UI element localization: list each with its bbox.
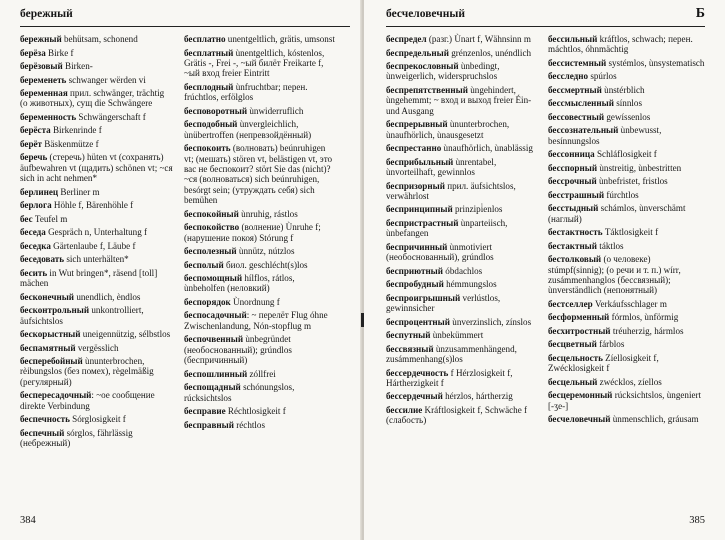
entry-headword: беспрерывный — [386, 119, 448, 130]
entry-translation: óbdachlos — [443, 265, 483, 276]
entry-translation: Verkáufsschlager m — [592, 298, 667, 309]
entry-translation: f Hérzlosigkeit f, Hártherzigkeit f — [386, 367, 513, 388]
entry-headword: бескорыстный — [20, 329, 81, 340]
entry-translation: zóllfrei — [247, 368, 276, 379]
dictionary-entry — [548, 390, 706, 411]
dictionary-entry — [184, 420, 336, 430]
entry-translation: behütsam, schonend — [61, 34, 138, 44]
dictionary-entry — [184, 334, 336, 365]
dictionary-entry — [548, 227, 706, 237]
dictionary-entry — [548, 176, 706, 186]
entry-translation: fórmlos, ùnförmig — [609, 312, 679, 323]
entry-translation: Birke f — [45, 47, 74, 58]
entry-translation: schámlos, ùnverschämt (наглый) — [548, 203, 686, 224]
dictionary-entry — [548, 58, 706, 68]
entry-translation: ùnbefristet, fristlos — [596, 176, 668, 187]
dictionary-entry — [184, 82, 336, 103]
entry-headword: беременность — [20, 111, 77, 122]
dictionary-entry — [386, 48, 536, 58]
entry-translation: systémlos, ùnsystematisch — [606, 57, 705, 68]
entry-headword: бесплатный — [184, 47, 234, 58]
entry-translation: ùnbegründet (необоснованный); grúndlos (беспричинный) — [184, 334, 292, 366]
right-page-number: 385 — [689, 515, 705, 526]
entry-headword: бесстрашный — [548, 189, 605, 200]
dictionary-entry — [184, 222, 336, 243]
entry-headword: бесхитростный — [548, 325, 611, 336]
dictionary-entry — [386, 344, 536, 365]
entry-headword: бессвязный — [386, 343, 434, 354]
entry-translation: fúrchtlos — [604, 189, 639, 200]
dictionary-entry — [20, 390, 174, 411]
entry-headword: берёза — [20, 47, 46, 58]
dictionary-entry — [386, 405, 536, 426]
entry-headword: бессмысленный — [548, 98, 614, 109]
dictionary-entry — [184, 369, 336, 379]
dictionary-entry — [386, 157, 536, 178]
entry-headword: беспрепятственный — [386, 84, 468, 95]
entry-translation: Teufel m — [32, 213, 68, 224]
dictionary-entry — [20, 187, 174, 197]
entry-translation: ùnaufhörlich, ùnablässig — [441, 143, 533, 154]
entry-headword: беспрестанно — [386, 143, 442, 154]
entry-headword: беспомощный — [184, 273, 243, 284]
entry-headword: беспорядок — [184, 296, 231, 307]
entry-translation: (волновать) beúnruhigen vt; (мешать) stören vt, belästigen vt, это вас не беспокоит? stört Sie das (nicht)? ~ся (волноваться) sich beúnruhigen, besórgt sein; (утруждать себя) sich bemühen — [184, 143, 333, 206]
entry-headword: беседовать — [20, 254, 65, 265]
entry-headword: беседа — [20, 227, 46, 238]
dictionary-entry — [548, 85, 706, 95]
right-column-2 — [548, 34, 706, 428]
entry-headword: бессердечный — [386, 391, 443, 402]
entry-translation: Höhle f, Bärenhöhle f — [51, 200, 134, 211]
entry-translation: ùnbewusst, besínnungslos — [548, 125, 662, 146]
entry-headword: бестолковый — [548, 254, 602, 265]
entry-translation: Birken- — [62, 61, 93, 71]
entry-headword: беспамятный — [20, 342, 76, 353]
entry-translation: ùnstérblich — [601, 84, 645, 95]
dictionary-entry — [548, 98, 706, 108]
dictionary-entry — [20, 200, 174, 210]
entry-translation: Bäskenmütze f — [42, 138, 99, 149]
entry-headword: беспредел — [386, 34, 427, 44]
entry-translation: Sórglosigkeit f — [69, 414, 126, 425]
entry-translation: ùnverzinslich, zínslos — [450, 316, 532, 327]
dictionary-entry — [386, 61, 536, 82]
entry-translation: ùnrentabel, ùnvorteilhaft, gewinnlos — [386, 156, 497, 178]
entry-translation: hílflos, rátlos, ùnbeholfen (неловкий) — [184, 273, 295, 294]
entry-translation: tréuherzig, hármlos — [610, 325, 684, 336]
dictionary-entry — [386, 279, 536, 289]
dictionary-entry — [548, 190, 706, 200]
entry-translation: uneigennützig, sélbstlos — [80, 329, 171, 340]
dictionary-entry — [184, 119, 336, 140]
entry-headword: беспошлинный — [184, 368, 248, 379]
dictionary-entry — [20, 241, 174, 251]
entry-headword: бесплатно — [184, 34, 226, 44]
entry-headword: беспочвенный — [184, 334, 244, 345]
entry-translation: ùnstreitig, ùnbestritten — [597, 162, 682, 173]
entry-headword: берёт — [20, 138, 43, 149]
entry-headword: беременная — [20, 88, 68, 98]
entry-headword: бесперебойный — [20, 356, 83, 367]
entry-translation: unendlich, èndlos — [74, 291, 141, 302]
dictionary-entry — [548, 414, 706, 424]
dictionary-entry — [20, 139, 174, 149]
entry-translation: rúcksichtslos, ùngeniert [-ʒe-] — [548, 390, 702, 411]
entry-translation: Schwängerschaft f — [76, 111, 146, 122]
dictionary-entry — [184, 273, 336, 294]
entry-translation: spúrlos — [588, 71, 617, 82]
dictionary-entry — [548, 377, 706, 387]
entry-headword: бессонница — [548, 149, 595, 160]
entry-headword: бесцеремонный — [548, 390, 613, 401]
dictionary-entry — [20, 414, 174, 424]
dictionary-entry — [548, 203, 706, 224]
entry-translation: hémmungslos — [443, 279, 497, 290]
dictionary-entry — [20, 75, 174, 85]
entry-translation: prinzipi̇enlos — [452, 204, 503, 215]
dictionary-entry — [548, 125, 706, 146]
entry-headword: беспризорный — [386, 180, 445, 191]
entry-headword: беспредельный — [386, 47, 449, 58]
entry-translation: verlústlos, gewinnsicher — [386, 292, 501, 314]
dictionary-entry — [548, 326, 706, 336]
right-running-head-word: бесчеловечный — [386, 8, 465, 20]
entry-headword: беспокойство — [184, 222, 240, 233]
dictionary-entry — [386, 266, 536, 276]
entry-headword: беспересадочный — [20, 390, 92, 401]
entry-translation: Berliner m — [58, 186, 100, 197]
dictionary-entry — [20, 88, 174, 109]
dictionary-entry — [548, 163, 706, 173]
dictionary-entry — [548, 112, 706, 122]
entry-headword: беспроигрышный — [386, 292, 461, 303]
dictionary-entry — [20, 254, 174, 264]
entry-headword: беречь — [20, 152, 48, 163]
entry-headword: бесплодный — [184, 81, 234, 92]
entry-translation: Schláflosigkeit f — [594, 149, 657, 160]
dictionary-entry — [386, 204, 536, 214]
left-running-head — [20, 8, 350, 28]
entry-headword: бесформенный — [548, 312, 610, 323]
dictionary-entry — [548, 312, 706, 322]
entry-translation: réchtlos — [233, 419, 266, 430]
entry-headword: бессистемный — [548, 57, 607, 68]
entry-headword: беспечный — [20, 427, 65, 438]
entry-headword: беспутный — [386, 330, 431, 341]
dictionary-entry — [184, 310, 336, 331]
entry-headword: бесполезный — [184, 246, 237, 257]
dictionary-entry — [184, 297, 336, 307]
entry-headword: бестактность — [548, 227, 603, 238]
dictionary-entry — [184, 143, 336, 205]
dictionary-entry — [548, 34, 706, 55]
entry-translation: биол. geschlécht(s)los — [223, 259, 308, 270]
entry-translation: Gärtenlaube f, Läube f — [50, 240, 136, 251]
entry-translation: gewíssenlos — [604, 111, 651, 122]
entry-translation: Réchtlosigkeit f — [225, 406, 286, 417]
dictionary-entry — [20, 61, 174, 71]
dictionary-entry — [20, 268, 174, 289]
dictionary-entry — [184, 382, 336, 403]
dictionary-entry — [20, 343, 174, 353]
dictionary-entry — [184, 34, 336, 44]
dictionary-entry — [20, 152, 174, 183]
entry-translation: kráftlos, schwach; перен. máchtlos, óhnmächtig — [548, 34, 693, 55]
dictionary-entry — [184, 209, 336, 219]
dictionary-entry — [20, 305, 174, 326]
left-header-rule — [20, 26, 350, 27]
right-page — [364, 0, 725, 540]
entry-translation: прил. schwänger, trächtig (о животных), сущ die Schwängere — [20, 88, 165, 109]
entry-headword: бессилие — [386, 404, 423, 415]
entry-headword: берлога — [20, 200, 52, 211]
dictionary-entry — [20, 214, 174, 224]
dictionary-entry — [184, 48, 336, 79]
entry-translation: hérzlos, hártherzig — [442, 391, 513, 402]
entry-translation: ùnwiderruflich — [247, 105, 304, 116]
dictionary-entry — [548, 241, 706, 251]
dictionary-entry — [20, 112, 174, 122]
entry-translation: ùnnütz, nútzlos — [236, 246, 295, 257]
dictionary-entry — [548, 71, 706, 81]
entry-headword: бесчеловечный — [548, 414, 611, 425]
entry-headword: беседка — [20, 240, 51, 251]
entry-headword: берёста — [20, 125, 51, 136]
entry-headword: бесцельный — [548, 376, 598, 387]
entry-headword: беспроцентный — [386, 316, 451, 327]
entry-headword: бесправный — [184, 419, 234, 430]
entry-headword: бесследно — [548, 71, 589, 82]
entry-translation: : ~ перелёт Flug óhne Zwischenlandung, Nón-stopflug m — [184, 310, 328, 331]
entry-translation: ùnmenschlich, gráusam — [610, 414, 699, 425]
entry-headword: беспосадочный — [184, 310, 247, 321]
entry-headword: бессильный — [548, 34, 598, 44]
entry-headword: бессовестный — [548, 111, 605, 122]
dictionary-entry — [386, 143, 536, 153]
entry-headword: бережный — [20, 34, 62, 44]
dictionary-entry — [386, 242, 536, 263]
left-column-2 — [184, 34, 336, 433]
entry-headword: беспощадный — [184, 382, 241, 393]
left-page-number: 384 — [20, 515, 36, 526]
entry-headword: бессознательный — [548, 125, 619, 136]
entry-translation: ùnzusammenhängend, zusámmenhang(s)los — [386, 343, 517, 365]
dictionary-entry — [548, 149, 706, 159]
dictionary-entry — [386, 293, 536, 314]
entry-headword: берлинец — [20, 186, 59, 197]
entry-headword: бесконтрольный — [20, 305, 90, 316]
entry-translation: ùnbekümmert — [430, 330, 484, 341]
entry-translation: ùnparteiisch, ùnbefangen — [386, 217, 508, 239]
dictionary-entry — [548, 339, 706, 349]
entry-translation: (разг.) Ùnart f, Wähnsinn m — [426, 34, 531, 44]
right-column-1 — [386, 34, 536, 429]
entry-headword: бессрочный — [548, 176, 597, 187]
left-page — [0, 0, 362, 540]
dictionary-entry — [386, 391, 536, 401]
entry-headword: бесправие — [184, 406, 226, 417]
entry-headword: бесцельность — [548, 352, 603, 363]
entry-translation: grénzenlos, unéndlich — [448, 47, 532, 58]
entry-headword: бесполый — [184, 259, 224, 270]
entry-translation: unkontrolliert, äufsichtslos — [20, 305, 144, 326]
dictionary-entry — [386, 330, 536, 340]
dictionary-entry — [20, 227, 174, 237]
entry-translation: ùnunterbrochen, ùnaufhörlich, ùnausgesetzt — [386, 119, 510, 140]
entry-translation: ùnruhig, rástlos — [238, 208, 298, 219]
entry-translation: Kráftlosigkeit f, Schwäche f (слабость) — [386, 404, 528, 426]
dictionary-entry — [20, 356, 174, 387]
entry-headword: бестактный — [548, 240, 598, 251]
dictionary-entry — [20, 48, 174, 58]
entry-translation: schónungslos, rúcksichtslos — [184, 382, 295, 403]
dictionary-entry — [386, 317, 536, 327]
entry-translation: sich unterhälten* — [64, 254, 129, 265]
left-running-head-word: бережный — [20, 8, 73, 20]
entry-translation: in Wut bringen*, räsend [toll] mächen — [20, 267, 158, 289]
dictionary-entry — [386, 34, 536, 44]
entry-headword: бесконечный — [20, 291, 75, 302]
entry-translation: fárblos — [596, 339, 625, 350]
dictionary-entry — [20, 34, 174, 44]
left-column-1 — [20, 34, 174, 452]
dictionary-entry — [386, 119, 536, 140]
dictionary-entry — [386, 181, 536, 202]
entry-translation: ùnfruchtbar; перен. frúchtlos, erfölglos — [184, 81, 308, 103]
entry-headword: бессердечность — [386, 367, 449, 378]
entry-translation: ùngehindert, ùngehemmt; ~ вход и выход freier Éin- und Ausgang — [386, 84, 532, 116]
entry-translation: (о человеке) stúmpf(sinnig); (о речи и т. п.) wírr, zusámmenhanglos (бессвязный); ùnverständlich (непонятный) — [548, 254, 681, 296]
entry-headword: беспробудный — [386, 279, 444, 290]
entry-translation: táktlos — [597, 240, 624, 251]
entry-translation: Táktlosigkeit f — [602, 227, 659, 238]
entry-translation: sínnlos — [613, 98, 642, 109]
entry-headword: беременеть — [20, 74, 67, 85]
entry-headword: бесстыдный — [548, 203, 599, 214]
dictionary-entry — [184, 106, 336, 116]
entry-translation: (стеречь) hüten vt (сохранять) äufbewahren vt (щадить) schönen vt; ~ся sich in acht nehmen* — [20, 152, 173, 184]
dictionary-entry — [386, 368, 536, 389]
dictionary-entry — [548, 299, 706, 309]
entry-headword: беспокоить — [184, 143, 231, 154]
entry-headword: беспечность — [20, 414, 70, 425]
right-header-rule — [386, 26, 705, 27]
entry-translation: Ùnordnung f — [230, 296, 280, 307]
entry-headword: беспричинный — [386, 241, 448, 252]
entry-translation: прил. äufsichtslos, verwährlost — [386, 180, 516, 201]
dictionary-entry — [184, 246, 336, 256]
entry-headword: беспринципный — [386, 204, 453, 215]
entry-headword: беспрекословный — [386, 61, 459, 71]
entry-translation: Zíellosigkeit f, Zwécklosigkeit f — [548, 352, 659, 374]
entry-translation: Birkenrinde f — [50, 125, 102, 136]
entry-translation: : ~ое сообщение direkte Verbindung — [20, 390, 155, 411]
entry-translation: unentgeltlich, grätis, umsonst — [225, 34, 335, 44]
entry-headword: бесповоротный — [184, 105, 248, 116]
entry-headword: беспокойный — [184, 208, 239, 219]
entry-translation: ùnbedingt, ùnweigerlich, widerspruchslos — [386, 61, 500, 82]
entry-translation: sórglos, fährlässig (небрежный) — [20, 427, 133, 449]
dictionary-entry — [184, 260, 336, 270]
entry-translation: vergësslich — [75, 342, 119, 353]
entry-translation: ùnmotiviert (необоснованный), grúndlos — [386, 241, 494, 263]
section-letter: Б — [695, 6, 705, 21]
entry-translation: ùnvergleichlich, ùnübertroffen (непревзойдённый) — [184, 119, 312, 140]
dictionary-entry — [20, 125, 174, 135]
right-running-head — [386, 8, 705, 28]
entry-translation: ùnunterbrochen, rèibungslos (без помех), règelmäßig (регулярный) — [20, 356, 154, 387]
entry-headword: бесить — [20, 267, 48, 278]
entry-headword: беспристрастный — [386, 217, 459, 228]
dictionary-entry — [20, 428, 174, 449]
entry-headword: бес — [20, 213, 33, 224]
dictionary-entry — [386, 218, 536, 239]
entry-headword: бесприбыльный — [386, 156, 454, 167]
dictionary-entry — [20, 329, 174, 339]
dictionary-entry — [20, 292, 174, 302]
entry-translation: zwécklos, zíellos — [597, 376, 662, 387]
entry-headword: бесцветный — [548, 339, 597, 350]
dictionary-entry — [386, 85, 536, 116]
dictionary-entry — [184, 406, 336, 416]
dictionary-entry — [548, 254, 706, 296]
dictionary-entry — [548, 353, 706, 374]
entry-headword: бесприютный — [386, 265, 444, 276]
entry-translation: Gespräch n, Unterhaltung f — [45, 227, 148, 238]
entry-translation: ùnentgeltlich, kóstenlos, Grätis -, Frei -, ~ый билёт Freikarte f, ~ый вход freier Eintritt — [184, 47, 325, 79]
entry-headword: бесподобный — [184, 119, 238, 130]
entry-headword: бессмертный — [548, 84, 602, 95]
entry-headword: бестселлер — [548, 298, 593, 309]
entry-translation: (волнение) Ùnruhe f; (нарушение покоя) Stórung f — [184, 222, 321, 243]
entry-headword: берёзовый — [20, 61, 63, 71]
entry-headword: бесспорный — [548, 162, 598, 173]
entry-translation: schwanger wërden vi — [66, 74, 146, 85]
